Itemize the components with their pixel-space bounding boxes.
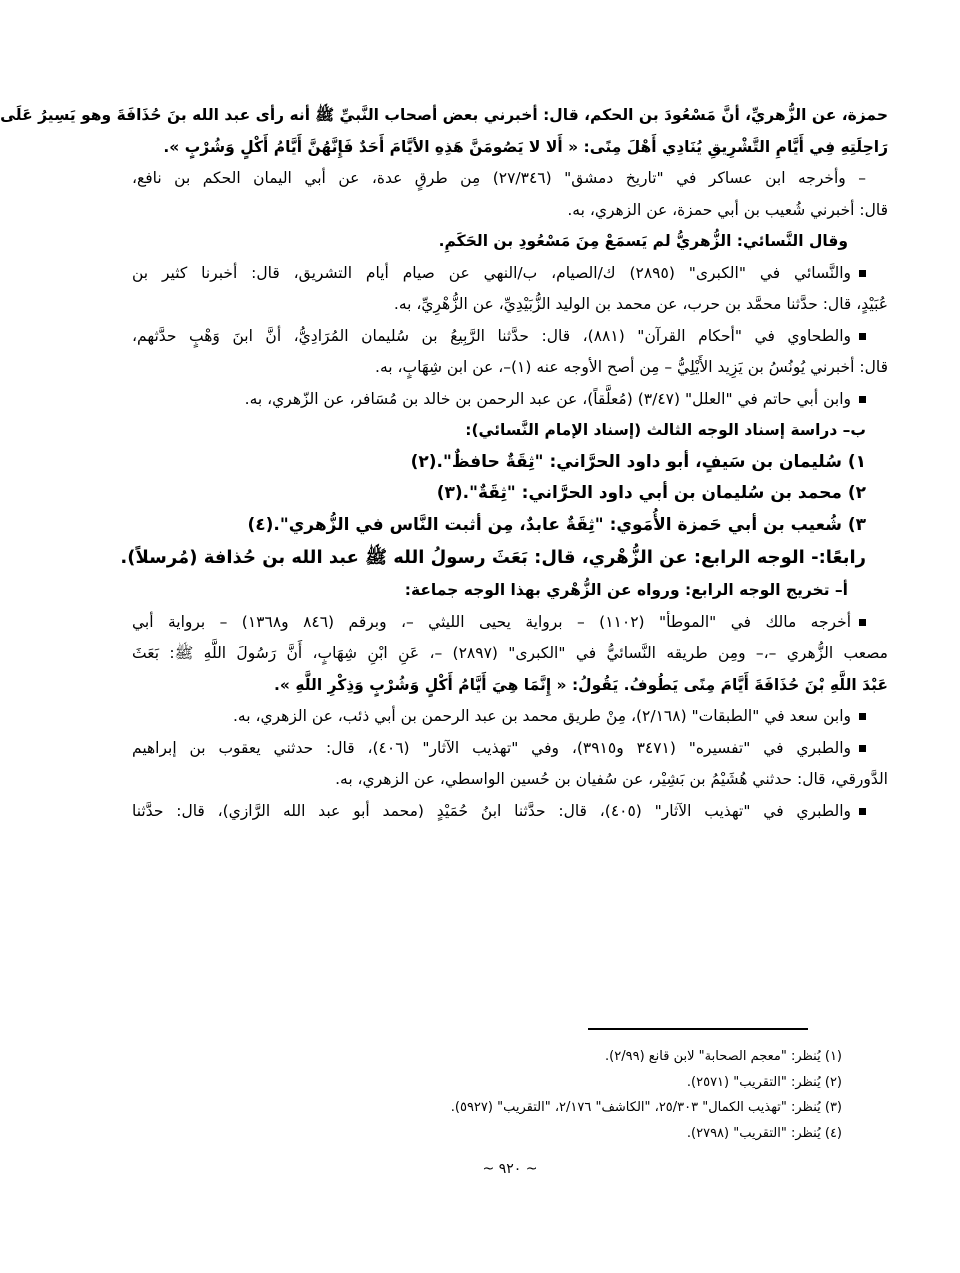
footnote-2: (٢) يُنظر: "التقريب" (٢٥٧١). (686, 1074, 842, 1090)
footnote-3: (٣) يُنظر: "تهذيب الكمال" ٢٥/٣٠٣، "الكاشف" ٢/١٧٦، "التقريب" (٥٩٢٧). (450, 1100, 842, 1115)
section-heading-fourth: رابعًا:- الوجه الرابع: عن الزُّهْري، قال: بَعَثَ رسولُ الله ﷺ عبد الله بن حُذافة (مُرسلاً). (120, 547, 866, 568)
bullet-icon (859, 270, 866, 277)
text-line-10: وابن أبي حاتم في "العلل" (٣/٤٧) (مُعلَّقاً)، عن عبد الرحمن بن خالد بن مُسَافر، عن الزّهري، به. (132, 384, 888, 416)
narrator-2: ٢) محمد بن سُليمان بن أبي داود الحرَّاني: "ثِقَةٌ".(٣) (436, 483, 866, 503)
footnote-separator (588, 1028, 808, 1030)
text-line-22: الدَّورقي، قال: حدثني هُشَيْمُ بن بَشِيْر، عن سُفيان بن حُسين الواسطي، عن الزهري، به. (335, 770, 888, 788)
text-line-9: قال: أخبرني يُونُسُ بن يَزِيد الأَيْلِيُّ – مِن أصح الأوجه عنه (١)–، عن ابن شِهَابٍ، به. (375, 358, 888, 376)
bullet-icon (859, 333, 866, 340)
text-line-6: والنَّسائي في "الكبرى" (٢٨٩٥) ك/الصيام، ب/النهي عن صيام أيام التشريق، قال: أخبرنا كثير بن (132, 258, 888, 290)
bullet-icon (859, 745, 866, 752)
bullet-icon (859, 808, 866, 815)
text-line-17: أخرجه مالك في "الموطأ" (١١٠٢) – برواية يحيى الليثي –، وبرقم (٨٤٦ و١٣٦٨) – برواية أبي (132, 607, 888, 639)
bullet-icon (859, 619, 866, 626)
nasai-statement: وقال النَّسائي: الزُّهريُّ لم يَسمَعْ مِنَ مَسْعُودِ بن الحَكَمِ. (438, 232, 848, 250)
page-number: ~ ٩٢٠ ~ (482, 1161, 538, 1177)
text-line-7: عُبَيْدٍ، قال: حدَّثنا محمَّد بن حرب، عن محمد بن الوليد الزُّبَيْدِيِّ، عن الزُّهْرِيِّ، به. (393, 295, 888, 313)
text-line-4: قال: أخبرني شُعيب بن أبي حمزة، عن الزهري، به. (567, 200, 888, 219)
document-body (0, 100, 888, 827)
text-line-1: حمزة، عن الزُّهريِّ، أنَّ مَسْعُودَ بن الحكم، قال: أخبرني بعض أصحاب النَّبيِّ ﷺ أنه رأى عبد الله بنَ حُذَافَةَ وهو يَسِيرُ عَلَى (0, 106, 888, 124)
text-line-3: – وأخرجه ابن عساكر في "تاريخ دمشق" (٢٧/٣٤٦) مِن طرقٍ عدة، عن أبي اليمان الحكم بن نافع، (132, 169, 866, 187)
narrator-1: ١) سُليمان بن سَيفٍ، أبو داود الحرَّاني: "ثِقَةٌ حافظٌ".(٢) (410, 451, 866, 472)
narrator-3: ٣) شُعيب بن أبي حَمزة الأُمَوي: "ثِقَةٌ عابدٌ، مِن أثبت النَّاس في الزُّهري".(٤) (247, 514, 866, 535)
section-heading-isnad: ب– دراسة إسناد الوجه الثالث (إسناد الإمام النَّسائي): (465, 421, 866, 439)
text-line-23: والطبري في "تهذيب الآثار" (٤٠٥)، قال: حدَّثنا ابنُ حُمَيْدٍ (محمد أبو عبد الله الرَّازي)، قال: حدَّثنا (132, 796, 888, 828)
footnote-4: (٤) يُنظر: "التقريب" (٢٧٩٨). (686, 1125, 842, 1141)
bullet-icon (859, 396, 866, 403)
footnote-1: (١) يُنظر: "معجم الصحابة" لابن قانع (٢/٩٩). (605, 1049, 842, 1064)
text-line-8: والطحاوي في "أحكام القرآن" (٨٨١)، قال: حدَّثنا الرَّبِيعُ بن سُليمان المُرَادِيُّ، أنَّ ابنَ وَهْبٍ حدَّثهم، (132, 321, 888, 353)
text-line-19: عَبْدَ اللَّهِ بْنَ حُذَافَةَ أَيَّامَ مِنًى يَطُوفُ. يَقُولُ: « إِنَّمَا هِيَ أَيَّامُ أَكْلٍ وَشُرْبٍ وَذِكْرِ اللَّهِ ». (274, 675, 888, 694)
bullet-icon (859, 713, 866, 720)
text-line-18: مصعب الزُّهري –،– ومِن طريقه النَّسائيُّ في "الكبرى" (٢٨٩٧) –، عَنِ ابْنِ شِهَابٍ، أَنَّ رَسُولَ اللَّهِ ﷺ: بَعَثَ (132, 644, 888, 662)
text-line-2: رَاحِلَتِهِ فِي أَيَّامِ التَّشْرِيقِ يُنَادِي أَهْلَ مِنًى: « أَلا لا يَصُومَنَّ هَذِهِ الأيَّامَ أَحَدٌ فَإِنَّهُنَّ أَيَّامُ أَكْلٍ وَشُرْبٍ ». (163, 137, 888, 156)
text-line-20: وابن سعد في "الطبقات" (٢/١٦٨)، مِنْ طريق محمد بن عبد الرحمن بن أبي ذئب، عن الزهري، به. (132, 701, 888, 733)
section-subheading-takhrij: أ– تخريج الوجه الرابع: ورواه عن الزُّهْري بهذا الوجه جماعة: (404, 581, 848, 599)
text-line-21: والطبري في "تفسيره" (٣٤٧١ و٣٩١٥)، وفي "تهذيب الآثار" (٤٠٦)، قال: حدثني يعقوب بن إبراهيم (132, 733, 888, 765)
footnotes (362, 1044, 842, 1146)
